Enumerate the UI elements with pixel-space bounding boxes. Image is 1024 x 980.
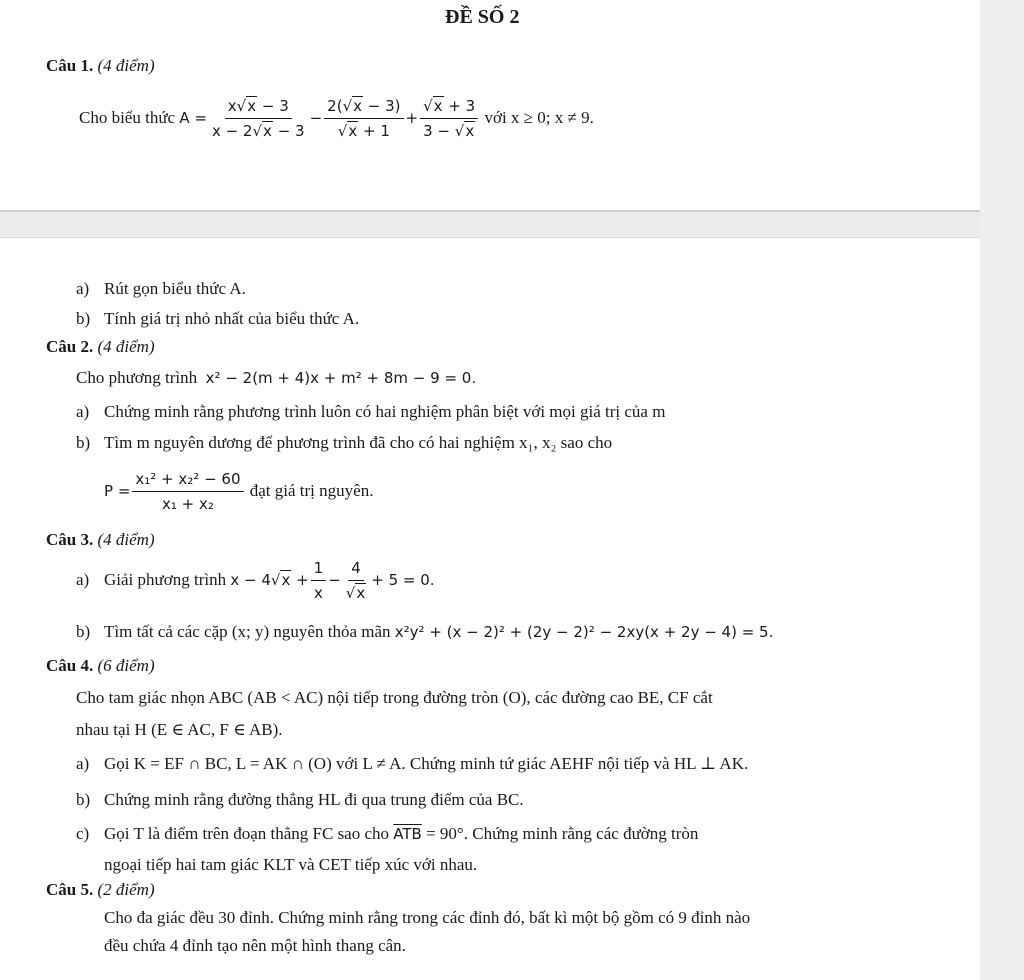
q1-minus: −	[309, 109, 323, 127]
q2-equation: x² − 2(m + 4)x + m² + 8m − 9 = 0.	[205, 369, 477, 387]
q1-fraction-2: $\frac{2(√x - 3)}{√x + 1}$	[324, 96, 403, 141]
q1-fraction-3: $\frac{√x + 3}{3 - √x}$	[420, 96, 478, 141]
q4-part-c: c) Gọi T là điểm trên đoạn thẳng FC sao cho $\overline{ATB} = 90^\circ$. Chứng minh rằng các đường tròn	[76, 824, 699, 843]
q1-heading	[46, 56, 155, 76]
q1-lhs: A =	[179, 109, 207, 127]
q1-plus: +	[405, 109, 419, 127]
q3-label: Câu 3.	[46, 530, 94, 549]
q2-p-fraction: $\frac{\text{x₁² + x₂² − 60}}{\text{x₁ + x₂}}$	[132, 469, 243, 514]
q2-points: (4 điểm)	[97, 337, 155, 356]
q4-angle: $\overline{ATB}$	[393, 825, 422, 843]
q3-fraction-1: $\frac{1}{x}$	[311, 558, 327, 603]
page-break	[0, 210, 980, 238]
q2-heading	[46, 337, 155, 357]
q4-intro-line-1: Cho tam giác nhọn ABC (AB < AC) nội tiếp trong đường tròn (O), các đường cao BE, CF cắt	[76, 688, 713, 707]
q3-fraction-2: $\frac{4}{√x}$	[345, 558, 366, 602]
q1-label: Câu 1.	[46, 56, 94, 75]
q4-heading	[46, 656, 155, 676]
q2-label: Câu 2.	[46, 337, 94, 356]
q4-part-a: a) Gọi K = EF ∩ BC, L = AK ∩ (O) với L ≠ A. Chứng minh tứ giác AEHF nội tiếp và HL ⊥ AK.	[76, 754, 749, 773]
q5-text-line-2: đều chứa 4 đỉnh tạo nên một hình thang cân.	[104, 936, 406, 955]
q1-part-b: b) Tính giá trị nhỏ nhất của biểu thức A.	[76, 309, 360, 328]
q4-points: (6 điểm)	[97, 656, 155, 675]
q1-points: (4 điểm)	[97, 56, 155, 75]
q4-label: Câu 4.	[46, 656, 94, 675]
q1-intro: Cho biểu thức	[79, 108, 176, 127]
q1-part-a: a) Rút gọn biểu thức A.	[76, 279, 246, 298]
q1-condition: với x ≥ 0; x ≠ 9.	[484, 108, 594, 127]
q5-heading	[46, 880, 155, 900]
q4-intro-line-2: nhau tại H (E ∈ AC, F ∈ AB).	[76, 720, 283, 739]
q3-part-a: a) Giải phương trình x − 4√x + $\frac{1}{x}$ − $\frac{4}{√x}$ + 5 = 0.	[76, 558, 435, 602]
q5-text-line-1: Cho đa giác đều 30 đỉnh. Chứng minh rằng trong các đỉnh đó, bất kì một bộ gồm có 9 đỉnh nào	[104, 908, 751, 927]
q3-part-b: b) Tìm tất cả các cặp (x; y) nguyên thỏa mãn x²y² + (x − 2)² + (2y − 2)² − 2xy(x + 2y − 4) = 5.	[76, 622, 774, 641]
q2-p-expression: P = $\frac{\text{x₁² + x₂² − 60}}{\text{x₁ + x₂}}$ đạt giá trị nguyên.	[104, 469, 374, 513]
q4-part-c-line-2: ngoại tiếp hai tam giác KLT và CET tiếp xúc với nhau.	[104, 855, 478, 874]
q5-points: (2 điểm)	[97, 880, 155, 899]
q1-expression-line	[79, 88, 594, 148]
viewer-margin	[980, 0, 1024, 980]
q5-label: Câu 5.	[46, 880, 94, 899]
q1-fraction-1: $\frac{x√x - 3}{x - 2√x - 3}$	[211, 96, 305, 140]
q2-part-a: a) Chứng minh rằng phương trình luôn có hai nghiệm phân biệt với mọi giá trị của m	[76, 402, 666, 421]
q2-equation-line: Cho phương trình x² − 2(m + 4)x + m² + 8m − 9 = 0.	[76, 368, 477, 387]
q3-points: (4 điểm)	[97, 530, 155, 549]
q2-part-b: b) Tìm m nguyên dương để phương trình đã cho có hai nghiệm x₁, x₂ sao cho	[76, 433, 613, 452]
exam-title: ĐỀ SỐ 2	[445, 6, 520, 28]
q4-part-b: b) Chứng minh rằng đường thẳng HL đi qua trung điểm của BC.	[76, 790, 524, 809]
q3-heading	[46, 530, 155, 550]
